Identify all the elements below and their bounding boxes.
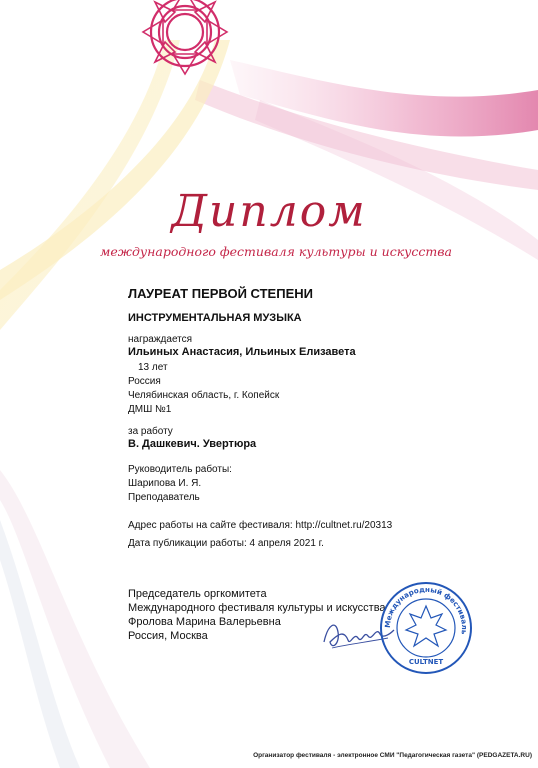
footer-organizer: Организатор фестиваля - электронное СМИ "Педагогическая газета" (PEDGAZETA.RU): [253, 752, 532, 759]
supervisor-label: Руководитель работы:: [128, 464, 232, 475]
participant-city: Челябинская область, г. Копейск: [128, 390, 280, 401]
rosette-emblem: [120, 0, 250, 110]
address-line: Адрес работы на сайте фестиваля: http://cultnet.ru/20313: [128, 520, 393, 531]
supervisor-role: Преподаватель: [128, 492, 200, 503]
participant-age: 13 лет: [138, 362, 168, 373]
nomination-heading: ИНСТРУМЕНТАЛЬНАЯ МУЗЫКА: [128, 312, 302, 324]
participant-country: Россия: [128, 376, 161, 387]
rank-heading: ЛАУРЕАТ ПЕРВОЙ СТЕПЕНИ: [128, 286, 313, 301]
awarded-label: награждается: [128, 334, 193, 345]
seal-center-text: CULTNET: [408, 658, 444, 666]
festival-seal: [378, 580, 474, 676]
chair-location: Россия, Москва: [128, 630, 208, 642]
chair-organization: Международного фестиваля культуры и искусства: [128, 602, 386, 614]
work-label: за работу: [128, 426, 173, 437]
participant-school: ДМШ №1: [128, 404, 172, 415]
svg-text:Международный фестиваль: [383, 585, 469, 636]
seal-ring-text: Международный фестиваль: [382, 584, 470, 635]
work-title: В. Дашкевич. Увертюра: [128, 438, 257, 450]
publication-date: Дата публикации работы: 4 апреля 2021 г.: [128, 538, 324, 549]
participants-name: Ильиных Анастасия, Ильиных Елизавета: [128, 346, 356, 358]
chair-name: Фролова Марина Валерьевна: [128, 616, 281, 628]
supervisor-name: Шарипова И. Я.: [128, 478, 202, 489]
chair-title: Председатель оргкомитета: [128, 588, 267, 600]
diploma-subtitle: международного фестиваля культуры и искусства: [100, 244, 452, 259]
diploma-title: Диплом: [171, 186, 367, 237]
